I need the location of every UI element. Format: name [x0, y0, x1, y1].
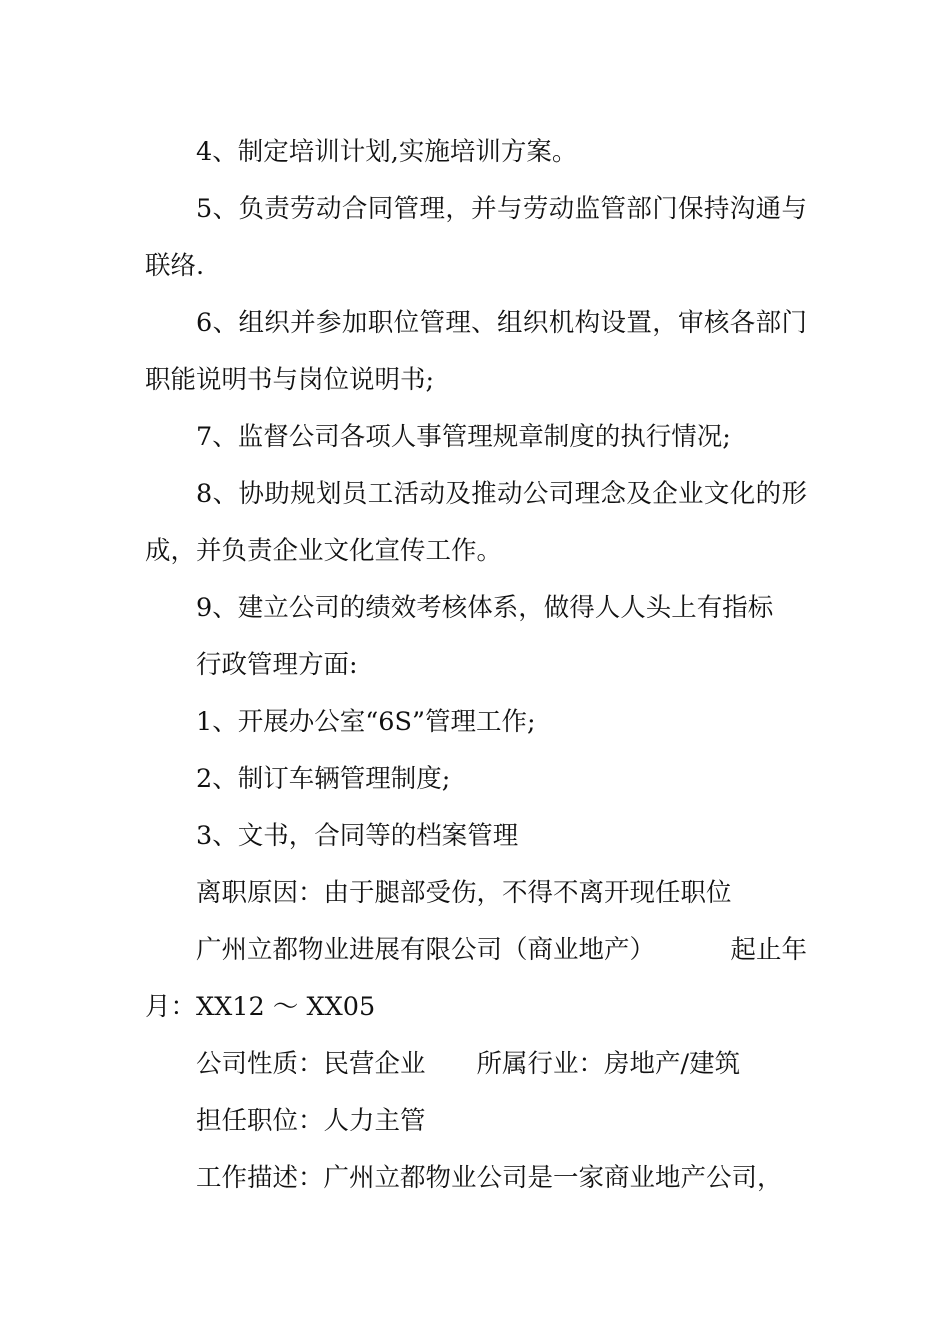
paragraph: 6、组织并参加职位管理、组织机构设置，审核各部门职能说明书与岗位说明书;: [145, 308, 807, 395]
paragraph: 8、协助规划员工活动及推动公司理念及企业文化的形成，并负责企业文化宣传工作。: [145, 479, 807, 566]
document-page: [145, 124, 807, 1207]
paragraph: 工作描述：广州立都物业公司是一家商业地产公司，: [196, 1163, 783, 1193]
paragraph: 公司性质：民营企业 所属行业：房地产/建筑: [196, 1049, 741, 1079]
paragraph: 担任职位：人力主管: [196, 1106, 426, 1136]
paragraph: 1、开展办公室“6S”管理工作;: [196, 707, 536, 737]
paragraph: 行政管理方面:: [196, 650, 358, 680]
paragraph: 2、制订车辆管理制度;: [196, 764, 451, 794]
period-continuation: 月：XX12 ～ XX05: [145, 992, 376, 1022]
paragraph: 离职原因：由于腿部受伤，不得不离开现任职位: [196, 878, 732, 908]
company-line: [145, 922, 807, 979]
paragraph: 3、文书，合同等的档案管理: [196, 821, 519, 851]
period-label: 起止年: [730, 935, 807, 965]
paragraph: 7、监督公司各项人事管理规章制度的执行情况;: [196, 422, 731, 452]
paragraph: 9、建立公司的绩效考核体系，做得人人头上有指标: [196, 593, 774, 623]
paragraph: 4、制定培训计划,实施培训方案。: [196, 137, 578, 167]
company-period-block: [145, 922, 807, 1036]
paragraph: 5、负责劳动合同管理，并与劳动监管部门保持沟通与联络.: [145, 194, 807, 281]
company-name: 广州立都物业进展有限公司（商业地产）: [196, 935, 656, 965]
